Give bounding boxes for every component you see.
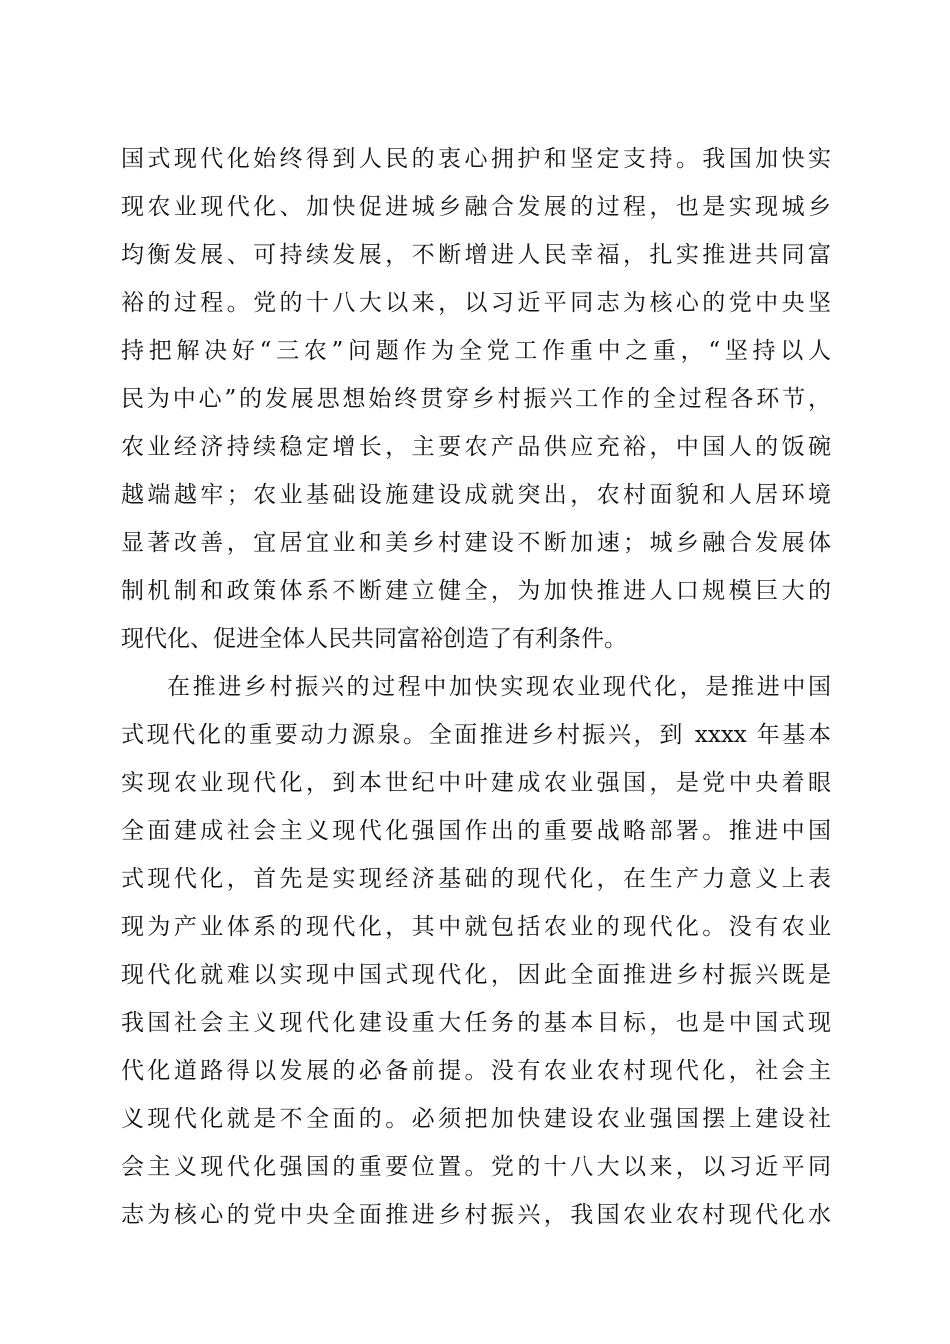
paragraph-2-line-11: 会主义现代化强国的重要位置。党的十八大以来，以习近平同 — [121, 1154, 831, 1180]
paragraph-1-line-5: 持把解决好“三农”问题作为全党工作重中之重，“坚持以人 — [121, 338, 831, 364]
paragraph-1-line-11: 现代化、促进全体人民共同富裕创造了有利条件。 — [121, 626, 627, 652]
paragraph-2-line-6: 现为产业体系的现代化，其中就包括农业的现代化。没有农业 — [121, 914, 831, 940]
paragraph-1-line-8: 越端越牢；农业基础设施建设成就突出，农村面貌和人居环境 — [121, 482, 831, 508]
paragraph-1-line-10: 制机制和政策体系不断建立健全，为加快推进人口规模巨大的 — [121, 578, 831, 604]
paragraph-2-line-12: 志为核心的党中央全面推进乡村振兴，我国农业农村现代化水 — [121, 1202, 831, 1228]
paragraph-2-line-8: 我国社会主义现代化建设重大任务的基本目标，也是中国式现 — [121, 1010, 831, 1036]
paragraph-1-line-7: 农业经济持续稳定增长，主要农产品供应充裕，中国人的饭碗 — [121, 434, 831, 460]
paragraph-2-line-4: 全面建成社会主义现代化强国作出的重要战略部署。推进中国 — [121, 818, 831, 844]
paragraph-1-line-9: 显著改善，宜居宜业和美乡村建设不断加速；城乡融合发展体 — [121, 530, 831, 556]
paragraph-2-line-10: 义现代化就是不全面的。必须把加快建设农业强国摆上建设社 — [121, 1106, 831, 1132]
paragraph-1-line-6: 民为中心”的发展思想始终贯穿乡村振兴工作的全过程各环节， — [121, 386, 831, 412]
paragraph-2-line-3: 实现农业现代化，到本世纪中叶建成农业强国，是党中央着眼 — [121, 770, 831, 796]
paragraph-1-line-4: 裕的过程。党的十八大以来，以习近平同志为核心的党中央坚 — [121, 290, 831, 316]
paragraph-2-line-5: 式现代化，首先是实现经济基础的现代化，在生产力意义上表 — [121, 866, 831, 892]
paragraph-2-line-7: 现代化就难以实现中国式现代化，因此全面推进乡村振兴既是 — [121, 962, 831, 988]
paragraph-2-line-1: 在推进乡村振兴的过程中加快实现农业现代化，是推进中国 — [167, 674, 831, 700]
paragraph-1-line-2: 现农业现代化、加快促进城乡融合发展的过程，也是实现城乡 — [121, 194, 831, 220]
paragraph-1-line-3: 均衡发展、可持续发展，不断增进人民幸福，扎实推进共同富 — [121, 242, 831, 268]
paragraph-2-line-2: 式现代化的重要动力源泉。全面推进乡村振兴，到 xxxx 年基本 — [121, 722, 831, 748]
paragraph-1-line-1: 国式现代化始终得到人民的衷心拥护和坚定支持。我国加快实 — [121, 146, 831, 172]
paragraph-2-line-9: 代化道路得以发展的必备前提。没有农业农村现代化，社会主 — [121, 1058, 831, 1084]
